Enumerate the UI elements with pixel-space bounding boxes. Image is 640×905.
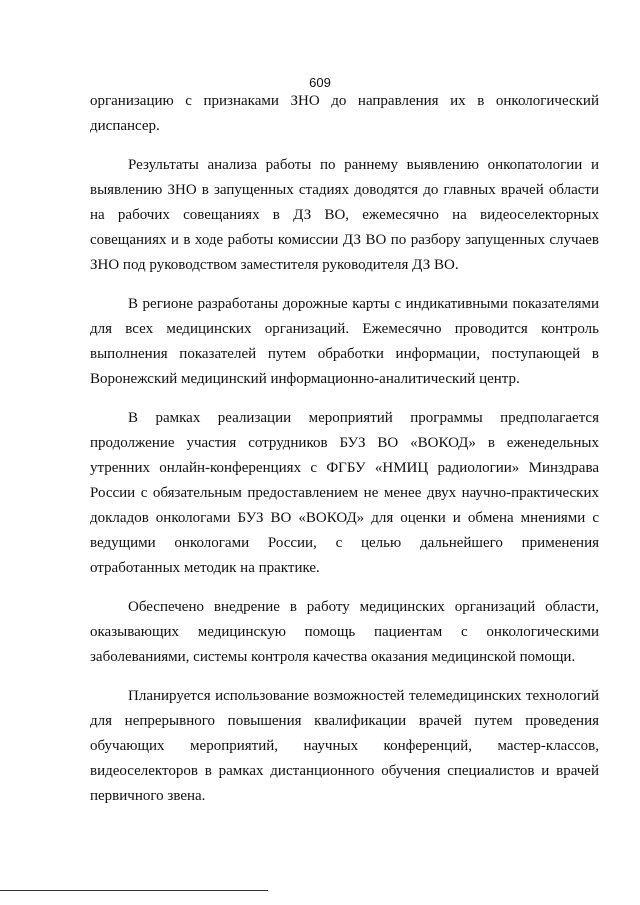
page-number: 609 (309, 75, 331, 90)
paragraph-quality-control: Обеспечено внедрение в работу медицинских организаций области, оказывающих медицинскую помощь пациентам с онкологическими заболеваниями, системы контроля качества оказания медицинской помощи. (90, 599, 599, 665)
footer-divider (0, 890, 268, 891)
document-body (90, 89, 599, 823)
paragraph-analysis-results: Результаты анализа работы по раннему выявлению онкопатологии и выявлению ЗНО в запущенных стадиях доводятся до главных врачей области на рабочих совещаниях в ДЗ ВО, ежемесячно на видеоселекторных совещаниях и в ходе работы комиссии ДЗ ВО по разбору запущенных случаев ЗНО под руководством заместителя руководителя ДЗ ВО. (90, 157, 599, 273)
paragraph-continuation: организацию с признаками ЗНО до направления их в онкологический диспансер. (90, 93, 599, 134)
paragraph-online-conferences: В рамках реализации мероприятий программы предполагается продолжение участия сотрудников БУЗ ВО «ВОКОД» в еженедельных утренних онлайн-конференциях с ФГБУ «НМИЦ радиологии» Минздрава России с обязательным предоставлением не менее двух научно-практических докладов онкологами БУЗ ВО «ВОКОД» для оценки и обмена мнениями с ведущими онкологами России, с целью дальнейшего применения отработанных методик на практике. (90, 410, 599, 576)
paragraph-roadmaps: В регионе разработаны дорожные карты с индикативными показателями для всех медицинских организаций. Ежемесячно проводится контроль выполнения показателей путем обработки информации, поступающей в Воронежский медицинский информационно-аналитический центр. (90, 296, 599, 387)
paragraph-telemedicine: Планируется использование возможностей телемедицинских технологий для непрерывного повышения квалификации врачей путем проведения обучающих мероприятий, научных конференций, мастер-классов, видеоселекторов в рамках дистанционного обучения специалистов и врачей первичного звена. (90, 688, 599, 804)
